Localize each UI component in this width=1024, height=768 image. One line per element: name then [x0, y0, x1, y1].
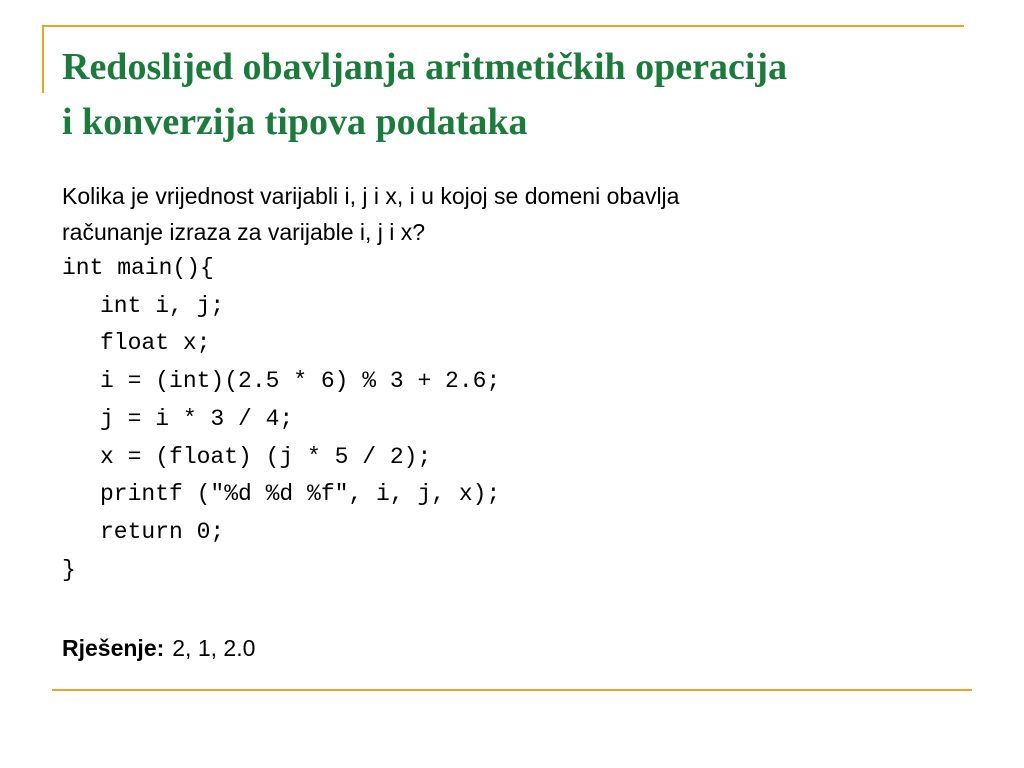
left-accent-line — [42, 25, 44, 93]
bottom-accent-line — [52, 689, 972, 691]
code-line-declare-float: float x; — [100, 330, 211, 357]
slide-title — [62, 40, 992, 150]
solution-line — [62, 630, 255, 666]
slide-title-line-1: Redoslijed obavljanja aritmetičkih operacija — [62, 46, 788, 88]
question-line-1: Kolika je vrijednost varijabli i, j i x, i u kojoj se domeni obavlja — [62, 183, 680, 209]
slide-content — [62, 178, 982, 589]
solution-label: Rješenje: — [62, 635, 165, 661]
solution-value: 2, 1, 2.0 — [172, 635, 256, 661]
code-line-close-brace: } — [62, 556, 76, 583]
question-line-2: računanje izraza za varijable i, j i x? — [62, 219, 426, 245]
code-line-return: return 0; — [100, 518, 225, 545]
code-line-assign-x: x = (float) (j * 5 / 2); — [100, 443, 432, 470]
code-line-assign-j: j = i * 3 / 4; — [100, 405, 294, 432]
code-line-printf: printf ("%d %d %f", i, j, x); — [100, 481, 501, 508]
code-line-declare-ints: int i, j; — [100, 292, 225, 319]
top-accent-line — [42, 25, 964, 27]
slide-title-line-2: i konverzija tipova podataka — [62, 101, 528, 143]
question-text — [62, 178, 982, 250]
code-line-main: int main(){ — [62, 255, 214, 281]
code-block — [62, 250, 982, 589]
code-line-assign-i: i = (int)(2.5 * 6) % 3 + 2.6; — [100, 368, 501, 395]
